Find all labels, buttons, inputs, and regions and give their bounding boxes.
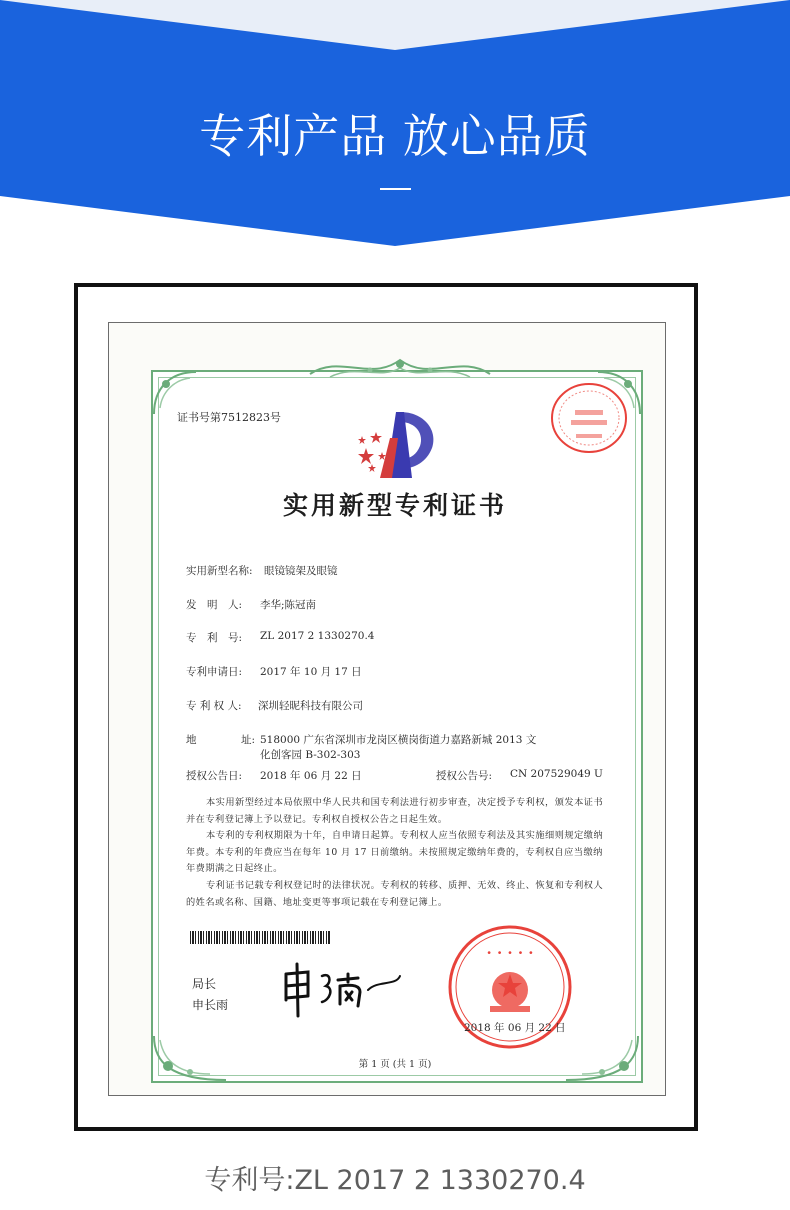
address-line-2: 化创客园 B-302-303: [260, 749, 361, 761]
certificate-paragraph: 本专利的专利权期限为十年，自申请日起算。专利权人应当依照专利法及其实施细则规定缴纳年费。本专利的年费应当在每年 10 月 17 日前缴纳。未按照规定缴纳年费的，专利权自应当缴纳年费期满之日起终止。: [186, 830, 604, 874]
patent-number-label: 专 利 号:: [186, 632, 243, 644]
inventor-label: 发 明 人:: [186, 599, 243, 611]
utility-model-name-label: 实用新型名称:: [186, 565, 253, 577]
svg-text:· · · · ·: · · · · ·: [486, 944, 534, 962]
certificate-number: 证书号第7512823号: [177, 411, 281, 424]
patent-holder-value: 深圳轻昵科技有限公司: [258, 700, 363, 712]
grant-date-value: 2018 年 06 月 22 日: [260, 770, 362, 782]
handwritten-signature: [278, 960, 408, 1020]
banner-title: 专利产品 放心品质: [199, 109, 591, 163]
top-ornament: [300, 352, 500, 382]
patent-office-logo-icon: [352, 408, 442, 480]
signature-name: 申长雨: [192, 998, 229, 1012]
inventor-value: 李华;陈冠南: [260, 599, 317, 611]
signature-title: 局长: [192, 977, 217, 991]
grant-date-label: 授权公告日:: [186, 770, 243, 782]
address-line-1: 518000 广东省深圳市龙岗区横岗街道力嘉路新城 2013 文: [260, 734, 537, 746]
barcode: [190, 931, 330, 944]
filing-date-value: 2017 年 10 月 17 日: [260, 666, 362, 678]
footer-patent-number: 专利号:ZL 2017 2 1330270.4: [204, 1165, 586, 1196]
grant-number-value: CN 207529049 U: [510, 768, 603, 780]
agency-stamp-icon: [548, 380, 630, 456]
header-banner: [0, 0, 790, 250]
utility-model-name-value: 眼镜镜架及眼镜: [264, 565, 338, 577]
seal-date: 2018 年 06 月 22 日: [464, 1022, 566, 1034]
address-label-prefix: 地: [186, 734, 197, 746]
certificate-paragraph: 本实用新型经过本局依照中华人民共和国专利法进行初步审查，决定授予专利权，颁发本证书并在专利登记簿上予以登记。专利权自授权公告之日起生效。: [186, 797, 604, 825]
page-indicator: 第 1 页 (共 1 页): [358, 1059, 432, 1070]
patent-number-value: ZL 2017 2 1330270.4: [260, 630, 375, 642]
grant-number-label: 授权公告号:: [436, 770, 493, 782]
certificate-title: 实用新型专利证书: [282, 491, 507, 520]
patent-holder-label: 专 利 权 人:: [186, 700, 242, 712]
banner-underline: [380, 188, 411, 190]
address-label-suffix: 址:: [241, 734, 256, 746]
certificate-paragraph: 专利证书记载专利权登记时的法律状况。专利权的转移、质押、无效、终止、恢复和专利权人的姓名或名称、国籍、地址变更等事项记载在专利登记簿上。: [186, 880, 604, 908]
filing-date-label: 专利申请日:: [186, 666, 243, 678]
